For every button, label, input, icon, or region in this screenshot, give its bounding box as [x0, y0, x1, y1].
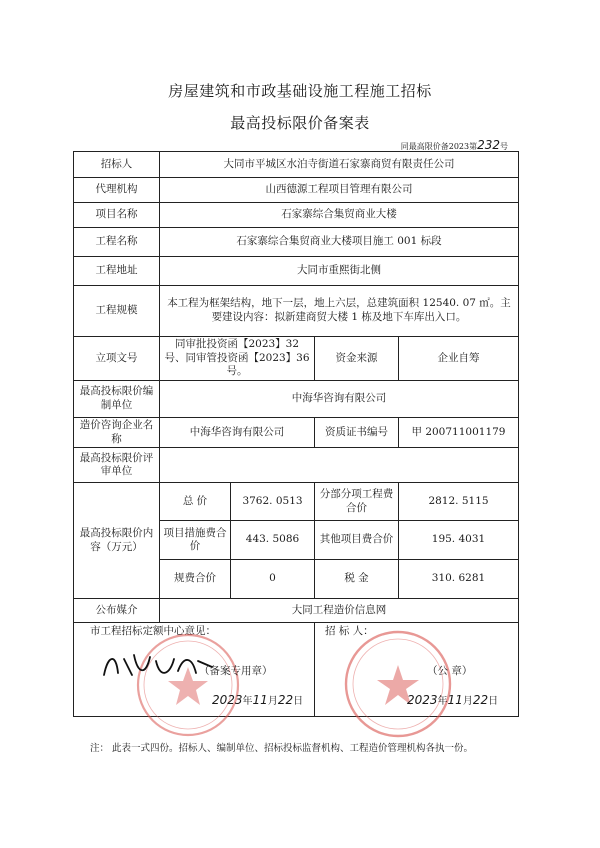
- total-label: 总 价: [160, 483, 231, 521]
- consult-label: 造价咨询企业名称: [74, 417, 160, 447]
- fund-value: 企业自筹: [399, 337, 519, 381]
- review-value: [160, 448, 519, 483]
- address-value: 大同市重熙街北侧: [160, 257, 519, 286]
- record-number-handwritten: 232: [477, 138, 500, 152]
- tax-value: 310. 6281: [399, 560, 519, 599]
- page-subtitle: 最高投标限价备案表: [230, 114, 370, 132]
- footnote: 注： 此表一式四份。招标人、编制单位、招标投标监督机构、工程造价管理机构各执一份。: [90, 743, 474, 754]
- center-opinion-cell: [74, 623, 315, 717]
- page-title: 房屋建筑和市政基础设施工程施工招标: [168, 82, 432, 100]
- tenderer-seal: [339, 625, 457, 743]
- compiler-label: 最高投标限价编制单位: [74, 380, 160, 417]
- record-number: 同最高限价备2023第232号: [400, 138, 508, 152]
- fee-value: 0: [231, 560, 315, 599]
- agency-value: 山西德源工程项目管理有限公司: [160, 178, 519, 203]
- filing-form-table: [73, 151, 519, 717]
- consult-value: 中海华咨询有限公司: [160, 417, 315, 447]
- project-label: 项目名称: [74, 203, 160, 228]
- address-label: 工程地址: [74, 257, 160, 286]
- other-value: 195. 4031: [399, 521, 519, 560]
- center-opinion-label: 市工程招标定额中心意见：: [90, 625, 216, 638]
- tax-label: 税 金: [315, 560, 399, 599]
- subitem-value: 2812. 5115: [399, 483, 519, 521]
- media-value: 大同工程造价信息网: [160, 599, 519, 623]
- tenderer-date: 2023年11月22日: [407, 693, 499, 708]
- media-label: 公布媒介: [74, 599, 160, 623]
- scale-value: 本工程为框架结构，地下一层，地上六层，总建筑面积 12540. 07 ㎡。主要建设内容：拟新建商贸大楼 1 栋及地下车库出入口。: [160, 286, 519, 337]
- tenderer-value: 大同市平城区水泊寺街道石家寨商贸有限责任公司: [160, 152, 519, 178]
- work-value: 石家寨综合集贸商业大楼项目施工 001 标段: [160, 228, 519, 257]
- tenderer-seal-cell: [315, 623, 519, 717]
- tenderer-sign-label: 招 标 人：: [325, 625, 374, 638]
- measure-label: 项目措施费合 价: [160, 521, 231, 560]
- scale-label: 工程规模: [74, 286, 160, 337]
- approval-label: 立项文号: [74, 337, 160, 381]
- other-label: 其他项目费合价: [315, 521, 399, 560]
- fee-label: 规费合价: [160, 560, 231, 599]
- approval-value: 同审批投资函【2023】32 号、同审管投资函【2023】36 号。: [160, 337, 315, 381]
- agency-label: 代理机构: [74, 178, 160, 203]
- filing-stamp-label: （备案专用章）: [199, 665, 273, 678]
- measure-value: 443. 5086: [231, 521, 315, 560]
- filing-date: 2023年11月22日: [212, 693, 304, 708]
- cert-value: 甲 200711001179: [399, 417, 519, 447]
- fund-label: 资金来源: [315, 337, 399, 381]
- review-label: 最高投标限价评审单位: [74, 448, 160, 483]
- content-label: 最高投标限价内容（万元）: [74, 483, 160, 599]
- compiler-value: 中海华咨询有限公司: [160, 380, 519, 417]
- tenderer-stamp-label: （公 章）: [427, 665, 473, 678]
- total-value: 3762. 0513: [231, 483, 315, 521]
- tenderer-label: 招标人: [74, 152, 160, 178]
- cert-label: 资质证书编号: [315, 417, 399, 447]
- subitem-label: 分部分项工程费合价: [315, 483, 399, 521]
- project-value: 石家寨综合集贸商业大楼: [160, 203, 519, 228]
- work-label: 工程名称: [74, 228, 160, 257]
